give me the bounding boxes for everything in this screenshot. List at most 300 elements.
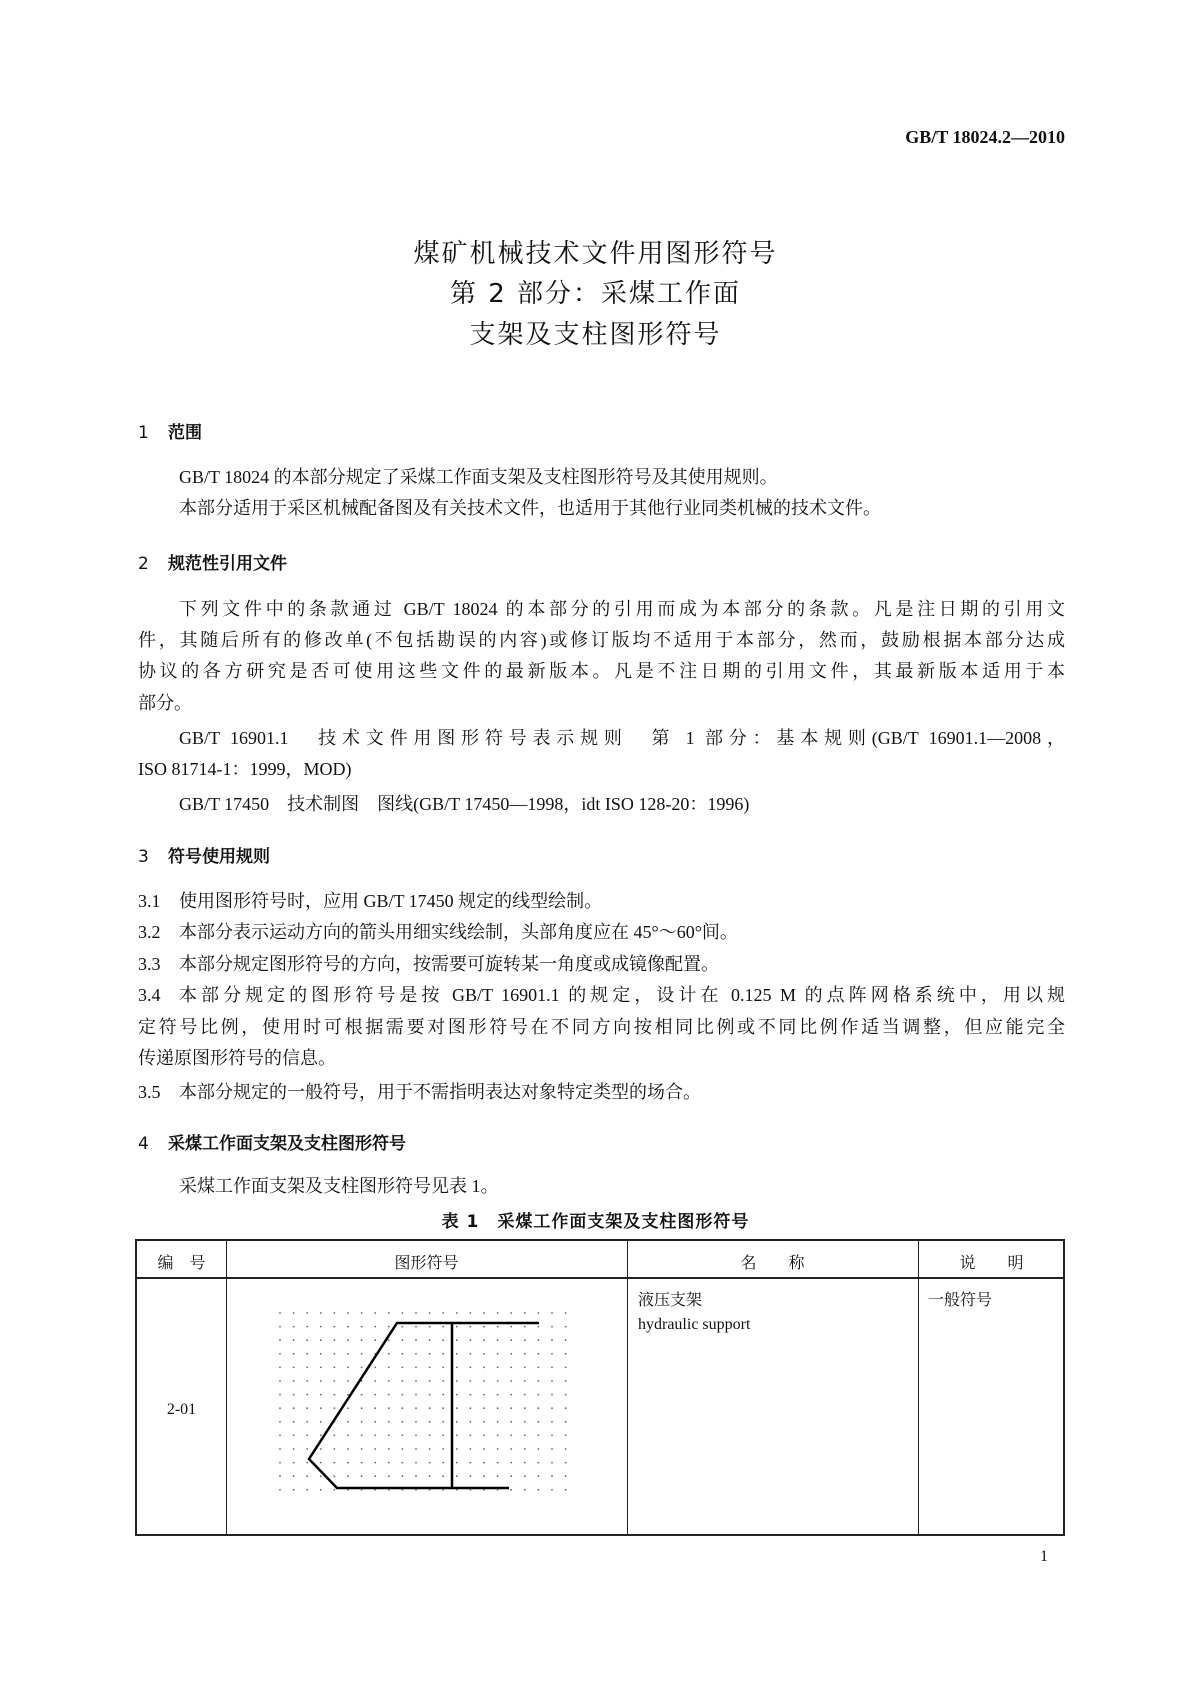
row-name-en: hydraulic support <box>638 1316 751 1333</box>
grid-dot <box>293 1339 295 1341</box>
grid-dot <box>320 1421 322 1423</box>
grid-dot <box>470 1462 472 1464</box>
page-number: 1 <box>1040 1548 1048 1565</box>
paragraph-line: 下列文件中的条款通过 GB/T 18024 的本部分的引用而成为本部分的条款。凡是注日期的引用文 <box>179 599 1065 619</box>
grid-dot <box>279 1367 281 1369</box>
grid-dot <box>347 1421 349 1423</box>
section-number: 3 <box>138 847 149 867</box>
paragraph-line: 本部分适用于采区机械配备图及有关技术文件，也适用于其他行业同类机械的技术文件。 <box>179 498 881 518</box>
grid-dot <box>470 1435 472 1437</box>
grid-dot <box>388 1462 390 1464</box>
title-line-2: 第 2 部分：采煤工作面 <box>449 279 742 309</box>
grid-dot <box>497 1448 499 1450</box>
clause-text: 使用图形符号时，应用 GB/T 17450 规定的线型绘制。 <box>179 891 603 911</box>
standard-number: GB/T 18024.2—2010 <box>905 127 1065 147</box>
grid-dot <box>388 1339 390 1341</box>
grid-dot <box>497 1394 499 1396</box>
grid-dot <box>415 1367 417 1369</box>
grid-dot <box>483 1435 485 1437</box>
grid-dot <box>306 1407 308 1409</box>
grid-dot <box>565 1353 567 1355</box>
grid-dot <box>347 1394 349 1396</box>
grid-dot <box>306 1462 308 1464</box>
grid-dot <box>510 1367 512 1369</box>
grid-dot <box>551 1435 553 1437</box>
grid-dot <box>402 1339 404 1341</box>
grid-dot <box>442 1339 444 1341</box>
grid-dot <box>565 1394 567 1396</box>
grid-dot <box>361 1407 363 1409</box>
header-code: 编 号 <box>157 1255 206 1272</box>
grid-dot <box>524 1475 526 1477</box>
grid-dot <box>497 1353 499 1355</box>
grid-dot <box>293 1435 295 1437</box>
grid-dot <box>565 1475 567 1477</box>
grid-dot <box>306 1421 308 1423</box>
grid-dot <box>279 1407 281 1409</box>
grid-dot <box>374 1312 376 1314</box>
grid-dot <box>456 1407 458 1409</box>
grid-dot <box>429 1407 431 1409</box>
grid-dot <box>347 1448 349 1450</box>
grid-dot <box>306 1367 308 1369</box>
grid-dot <box>510 1407 512 1409</box>
grid-dot <box>347 1367 349 1369</box>
grid-dot <box>551 1448 553 1450</box>
grid-dot <box>334 1339 336 1341</box>
grid-dot <box>402 1448 404 1450</box>
grid-dot <box>470 1448 472 1450</box>
clause-text: 本部分规定图形符号的方向，按需要可旋转某一角度或成镜像配置。 <box>179 954 719 974</box>
section-number: 2 <box>138 554 149 574</box>
grid-dot <box>306 1312 308 1314</box>
grid-dot <box>483 1326 485 1328</box>
grid-dot <box>279 1475 281 1477</box>
grid-dot <box>524 1489 526 1491</box>
grid-dot <box>361 1462 363 1464</box>
grid-dot <box>483 1448 485 1450</box>
grid-dot <box>510 1421 512 1423</box>
grid-dot <box>388 1394 390 1396</box>
grid-dot <box>293 1489 295 1491</box>
grid-dot <box>402 1462 404 1464</box>
section-title: 范围 <box>168 423 202 443</box>
grid-dot <box>347 1475 349 1477</box>
grid-dot <box>470 1475 472 1477</box>
grid-dot <box>565 1448 567 1450</box>
grid-dot <box>334 1475 336 1477</box>
grid-dot <box>524 1407 526 1409</box>
grid-dot <box>538 1421 540 1423</box>
grid-dot <box>551 1475 553 1477</box>
grid-dot <box>483 1421 485 1423</box>
grid-dot <box>293 1421 295 1423</box>
grid-dot <box>361 1312 363 1314</box>
reference-line: GB/T 17450 技术制图 图线(GB/T 17450—1998，idt ISO 128-20：1996) <box>179 794 750 814</box>
grid-dot <box>483 1407 485 1409</box>
grid-dot <box>293 1380 295 1382</box>
grid-dot <box>279 1380 281 1382</box>
grid-dot <box>551 1312 553 1314</box>
grid-dot <box>279 1462 281 1464</box>
grid-dot <box>551 1380 553 1382</box>
grid-dot <box>483 1367 485 1369</box>
grid-dot <box>361 1448 363 1450</box>
grid-dot <box>361 1435 363 1437</box>
grid-dot <box>334 1435 336 1437</box>
grid-dot <box>510 1394 512 1396</box>
grid-dot <box>510 1380 512 1382</box>
grid-dot <box>415 1407 417 1409</box>
grid-dot <box>320 1394 322 1396</box>
grid-dot <box>565 1462 567 1464</box>
grid-dot <box>442 1462 444 1464</box>
grid-dot <box>442 1367 444 1369</box>
title-line-3: 支架及支柱图形符号 <box>469 320 722 350</box>
grid-dot <box>538 1462 540 1464</box>
grid-dot <box>510 1462 512 1464</box>
section-number: 1 <box>138 423 149 443</box>
grid-dot <box>483 1394 485 1396</box>
grid-dot <box>524 1394 526 1396</box>
paragraph-line: 协议的各方研究是否可使用这些文件的最新版本。凡是不注日期的引用文件，其最新版本适用于本 <box>138 661 1065 681</box>
grid-dot <box>483 1475 485 1477</box>
grid-dot <box>429 1435 431 1437</box>
grid-dot <box>497 1380 499 1382</box>
grid-dot <box>497 1475 499 1477</box>
clause-number: 3.1 <box>138 891 161 911</box>
grid-dot <box>320 1367 322 1369</box>
grid-dot <box>334 1380 336 1382</box>
grid-dot <box>497 1326 499 1328</box>
grid-dot <box>442 1312 444 1314</box>
grid-dot <box>374 1367 376 1369</box>
grid-dot <box>293 1312 295 1314</box>
grid-dot <box>510 1353 512 1355</box>
grid-dot <box>293 1326 295 1328</box>
grid-dot <box>510 1339 512 1341</box>
grid-dot <box>320 1435 322 1437</box>
header-symbol: 图形符号 <box>394 1255 459 1272</box>
grid-dot <box>483 1312 485 1314</box>
grid-dot <box>429 1380 431 1382</box>
grid-dot <box>306 1448 308 1450</box>
grid-dot <box>456 1435 458 1437</box>
grid-dot <box>470 1380 472 1382</box>
grid-dot <box>429 1353 431 1355</box>
grid-dot <box>374 1435 376 1437</box>
clause-number: 3.2 <box>138 922 161 942</box>
grid-dot <box>538 1394 540 1396</box>
grid-dot <box>483 1353 485 1355</box>
grid-dot <box>470 1407 472 1409</box>
grid-dot <box>538 1475 540 1477</box>
grid-dot <box>334 1367 336 1369</box>
grid-dot <box>429 1421 431 1423</box>
grid-dot <box>306 1475 308 1477</box>
grid-dot <box>388 1380 390 1382</box>
grid-dot <box>293 1407 295 1409</box>
grid-dot <box>293 1367 295 1369</box>
paragraph-line: 件，其随后所有的修改单(不包括勘误的内容)或修订版均不适用于本部分，然而，鼓励根据本部分达成 <box>138 630 1065 650</box>
grid-dot <box>551 1326 553 1328</box>
grid-dot <box>442 1407 444 1409</box>
grid-dot <box>361 1326 363 1328</box>
grid-dot <box>388 1312 390 1314</box>
grid-dot <box>415 1353 417 1355</box>
grid-dot <box>551 1394 553 1396</box>
grid-dot <box>538 1489 540 1491</box>
clause-number: 3.4 <box>138 985 161 1005</box>
grid-dot <box>374 1339 376 1341</box>
grid-dot <box>551 1407 553 1409</box>
grid-dot <box>320 1326 322 1328</box>
grid-dot <box>402 1475 404 1477</box>
grid-dot <box>497 1435 499 1437</box>
clause-text: 传递原图形符号的信息。 <box>138 1048 336 1068</box>
section-title: 符号使用规则 <box>168 847 270 867</box>
row-code: 2-01 <box>166 1401 197 1418</box>
grid-dot <box>279 1312 281 1314</box>
grid-dot <box>524 1312 526 1314</box>
grid-dot <box>361 1421 363 1423</box>
grid-dot <box>334 1353 336 1355</box>
clause-text: 本部分表示运动方向的箭头用细实线绘制，头部角度应在 45°～60°间。 <box>179 922 738 942</box>
grid-dot <box>456 1448 458 1450</box>
grid-dot <box>510 1435 512 1437</box>
grid-dot <box>320 1353 322 1355</box>
grid-dot <box>374 1448 376 1450</box>
clause-text: 定符号比例，使用时可根据需要对图形符号在不同方向按相同比例或不同比例作适当调整，但应能完全 <box>138 1017 1065 1037</box>
grid-dot <box>442 1475 444 1477</box>
section-number: 4 <box>138 1134 149 1154</box>
grid-dot <box>388 1435 390 1437</box>
grid-dot <box>374 1326 376 1328</box>
grid-dot <box>497 1312 499 1314</box>
grid-dot <box>415 1394 417 1396</box>
grid-dot <box>402 1407 404 1409</box>
grid-dot <box>538 1339 540 1341</box>
grid-dot <box>320 1339 322 1341</box>
grid-dot <box>320 1380 322 1382</box>
grid-dot <box>565 1339 567 1341</box>
grid-dot <box>429 1462 431 1464</box>
grid-dot <box>429 1339 431 1341</box>
grid-dot <box>442 1380 444 1382</box>
grid-dot <box>320 1475 322 1477</box>
grid-dot <box>551 1367 553 1369</box>
clause-text: 本部分规定的图形符号是按 GB/T 16901.1 的规定，设计在 0.125 M 的点阵网格系统中，用以规 <box>179 985 1065 1005</box>
grid-dot <box>361 1367 363 1369</box>
grid-dot <box>524 1353 526 1355</box>
grid-dot <box>279 1421 281 1423</box>
grid-dot <box>442 1353 444 1355</box>
grid-dot <box>279 1326 281 1328</box>
grid-dot <box>334 1407 336 1409</box>
grid-dot <box>456 1367 458 1369</box>
grid-dot <box>388 1326 390 1328</box>
grid-dot <box>279 1339 281 1341</box>
grid-dot <box>497 1421 499 1423</box>
grid-dot <box>483 1380 485 1382</box>
grid-dot <box>320 1312 322 1314</box>
grid-dot <box>470 1353 472 1355</box>
grid-dot <box>361 1353 363 1355</box>
grid-dot <box>374 1407 376 1409</box>
grid-dot <box>497 1407 499 1409</box>
grid-dot <box>388 1421 390 1423</box>
row-name-cn: 液压支架 <box>638 1292 703 1309</box>
grid-dot <box>497 1339 499 1341</box>
grid-dot <box>306 1339 308 1341</box>
grid-dot <box>279 1435 281 1437</box>
grid-dot <box>320 1448 322 1450</box>
grid-dot <box>415 1339 417 1341</box>
grid-dot <box>334 1312 336 1314</box>
grid-dot <box>456 1312 458 1314</box>
grid-dot <box>334 1462 336 1464</box>
grid-dot <box>347 1353 349 1355</box>
paragraph-line: 采煤工作面支架及支柱图形符号见表 1。 <box>179 1176 499 1196</box>
grid-dot <box>538 1353 540 1355</box>
grid-dot <box>374 1462 376 1464</box>
grid-dot <box>456 1421 458 1423</box>
grid-dot <box>551 1489 553 1491</box>
reference-line: GB/T 16901.1 技术文件用图形符号表示规则 第 1 部分：基本规则(GB/T 16901.1—2008， <box>179 728 1065 748</box>
grid-dot <box>347 1326 349 1328</box>
grid-dot <box>429 1312 431 1314</box>
row-note: 一般符号 <box>928 1292 993 1309</box>
grid-dot <box>551 1421 553 1423</box>
grid-dot <box>538 1407 540 1409</box>
grid-dot <box>415 1421 417 1423</box>
grid-dot <box>293 1448 295 1450</box>
grid-dot <box>415 1462 417 1464</box>
grid-dot <box>306 1380 308 1382</box>
grid-dot <box>456 1475 458 1477</box>
grid-dot <box>551 1462 553 1464</box>
grid-dot <box>456 1380 458 1382</box>
reference-line: ISO 81714-1：1999，MOD) <box>138 759 352 779</box>
grid-dot <box>456 1326 458 1328</box>
grid-dot <box>565 1312 567 1314</box>
grid-dot <box>456 1339 458 1341</box>
clause-number: 3.3 <box>138 954 161 974</box>
grid-dot <box>524 1462 526 1464</box>
grid-dot <box>402 1326 404 1328</box>
grid-dot <box>442 1435 444 1437</box>
grid-dot <box>306 1326 308 1328</box>
grid-dot <box>415 1448 417 1450</box>
grid-dot <box>538 1435 540 1437</box>
grid-dot <box>524 1380 526 1382</box>
grid-dot <box>565 1380 567 1382</box>
grid-dot <box>388 1475 390 1477</box>
grid-dot <box>429 1367 431 1369</box>
grid-dot <box>306 1394 308 1396</box>
grid-dot <box>538 1448 540 1450</box>
grid-dot <box>524 1448 526 1450</box>
grid-dot <box>361 1475 363 1477</box>
grid-dot <box>388 1448 390 1450</box>
grid-dot <box>388 1407 390 1409</box>
grid-dot <box>320 1462 322 1464</box>
grid-dot <box>456 1462 458 1464</box>
grid-dot <box>279 1394 281 1396</box>
grid-dot <box>524 1435 526 1437</box>
table-caption: 表 1 采煤工作面支架及支柱图形符号 <box>441 1212 750 1232</box>
grid-dot <box>510 1489 512 1491</box>
grid-dot <box>402 1312 404 1314</box>
grid-dot <box>347 1312 349 1314</box>
grid-dot <box>497 1462 499 1464</box>
grid-dot <box>279 1353 281 1355</box>
grid-dot <box>415 1326 417 1328</box>
grid-dot <box>415 1475 417 1477</box>
grid-dot <box>442 1394 444 1396</box>
grid-dot <box>429 1475 431 1477</box>
grid-dot <box>510 1312 512 1314</box>
grid-dot <box>388 1367 390 1369</box>
section-title: 规范性引用文件 <box>168 554 287 574</box>
grid-dot <box>442 1421 444 1423</box>
grid-dot <box>456 1394 458 1396</box>
grid-dot <box>551 1353 553 1355</box>
grid-dot <box>334 1489 336 1491</box>
clause-text: 本部分规定的一般符号，用于不需指明表达对象特定类型的场合。 <box>179 1082 701 1102</box>
grid-dot <box>538 1312 540 1314</box>
header-note: 说 明 <box>959 1255 1024 1272</box>
grid-dot <box>470 1326 472 1328</box>
grid-dot <box>374 1475 376 1477</box>
grid-dot <box>510 1475 512 1477</box>
grid-dot <box>483 1339 485 1341</box>
grid-dot <box>402 1435 404 1437</box>
grid-dot <box>497 1367 499 1369</box>
grid-dot <box>374 1394 376 1396</box>
grid-dot <box>334 1448 336 1450</box>
grid-dot <box>402 1421 404 1423</box>
grid-dot <box>306 1489 308 1491</box>
grid-dot <box>551 1339 553 1341</box>
grid-dot <box>456 1353 458 1355</box>
grid-dot <box>361 1339 363 1341</box>
grid-dot <box>483 1462 485 1464</box>
grid-dot <box>361 1394 363 1396</box>
grid-dot <box>415 1435 417 1437</box>
grid-dot <box>334 1394 336 1396</box>
grid-dot <box>510 1326 512 1328</box>
header-name: 名 称 <box>740 1255 805 1272</box>
grid-dot <box>402 1353 404 1355</box>
grid-dot <box>442 1326 444 1328</box>
grid-dot <box>442 1448 444 1450</box>
grid-dot <box>293 1475 295 1477</box>
grid-dot <box>306 1353 308 1355</box>
grid-dot <box>524 1339 526 1341</box>
grid-dot <box>279 1489 281 1491</box>
grid-dot <box>402 1394 404 1396</box>
grid-dot <box>524 1367 526 1369</box>
grid-dot <box>402 1380 404 1382</box>
grid-dot <box>374 1421 376 1423</box>
grid-dot <box>470 1421 472 1423</box>
grid-dot <box>510 1448 512 1450</box>
grid-dot <box>279 1448 281 1450</box>
grid-dot <box>565 1407 567 1409</box>
grid-dot <box>347 1462 349 1464</box>
clause-number: 3.5 <box>138 1082 161 1102</box>
